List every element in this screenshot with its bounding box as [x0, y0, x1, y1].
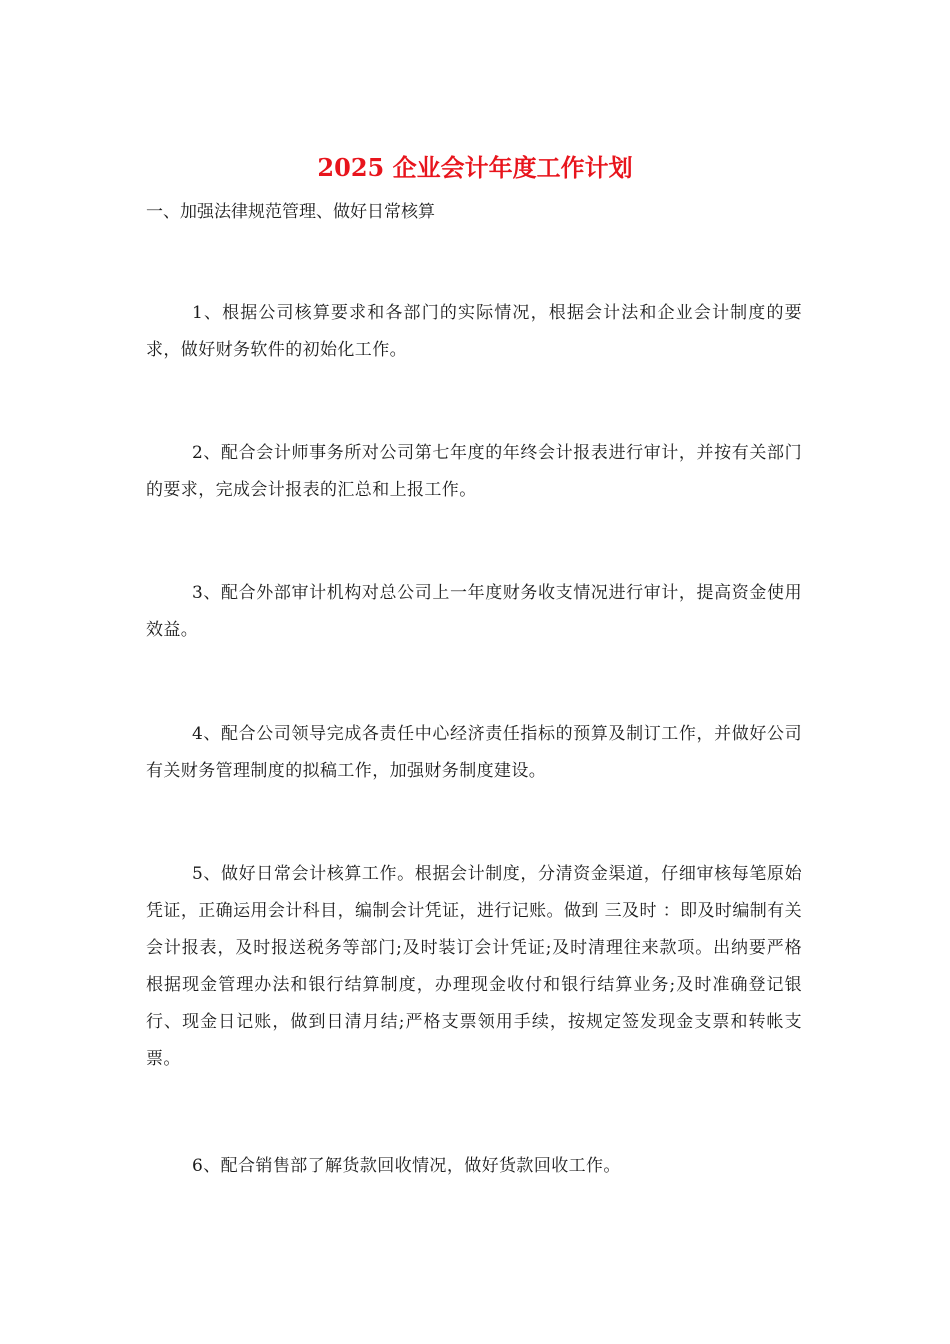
- paragraph-6: 6、配合销售部了解货款回收情况，做好货款回收工作。: [192, 1156, 621, 1176]
- section-heading: 一、加强法律规范管理、做好日常核算: [146, 202, 435, 222]
- paragraph-4: 4、配合公司领导完成各责任中心经济责任指标的预算及制订工作，并做好公司有关财务管理制度的拟稿工作，加强财务制度建设。: [146, 724, 802, 781]
- paragraph-5: 5、做好日常会计核算工作。根据会计制度，分清资金渠道，仔细审核每笔原始凭证，正确运用会计科目，编制会计凭证，进行记账。做到 三及时 ：即及时编制有关会计报表，及时报送税务等部门;及时装订会计凭证;及时清理往来款项。出纳要严格根据现金管理办法和银行结算制度，办理现金收付和银行结算业务;及时准确登记银行、现金日记账，做到日清月结;严格支票领用手续，按规定签发现金支票和转帐支票。: [146, 864, 802, 1069]
- paragraph-1: 1、根据公司核算要求和各部门的实际情况，根据会计法和企业会计制度的要求，做好财务软件的初始化工作。: [146, 303, 802, 360]
- paragraph-3: 3、配合外部审计机构对总公司上一年度财务收支情况进行审计，提高资金使用效益。: [146, 583, 802, 640]
- paragraph-2: 2、配合会计师事务所对公司第七年度的年终会计报表进行审计，并按有关部门的要求，完成会计报表的汇总和上报工作。: [146, 443, 802, 500]
- document-title: 2025 企业会计年度工作计划: [317, 153, 633, 182]
